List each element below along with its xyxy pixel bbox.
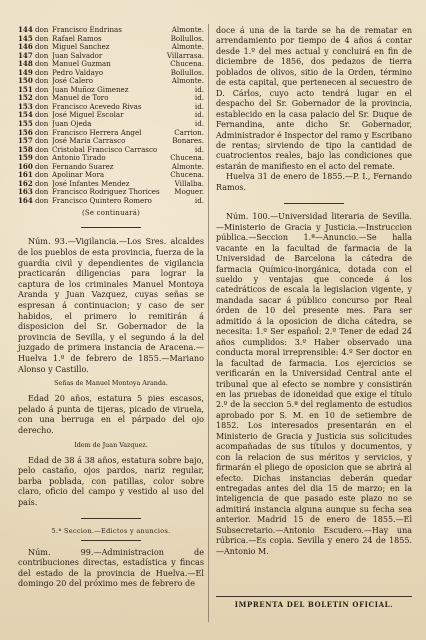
list-item-loc: Almonte. (171, 43, 204, 52)
list-item-loc: Almonte. (171, 26, 204, 34)
list-item (18, 197, 204, 206)
list-item-num: 151 (18, 84, 33, 94)
separator (81, 227, 141, 228)
list-item-loc: id. (194, 111, 204, 120)
senas-1-text: Edad 20 años, estatura 5 pies escasos, pelado á punta de tijeras, picado de viruela, con una berruga en el párpado del ojo derecho. (18, 393, 204, 435)
separator (284, 203, 344, 204)
list-item-dn: don (35, 110, 49, 120)
list-item-name: Rafael Ramos (52, 34, 102, 43)
list-item-name: Francisco Acevedo Rivas (52, 102, 142, 111)
list-item-dn: don (35, 178, 49, 188)
list-item-loc: id. (194, 120, 204, 129)
list-item-name: José Miguel Escolar (52, 111, 124, 120)
list-item-dn: don (35, 93, 49, 103)
senas-2-caption: Idem de Juan Vazquez. (74, 440, 148, 449)
list-item-dn: don (35, 187, 49, 197)
list-item-dn: don (35, 170, 49, 180)
list-item-dn: don (35, 42, 49, 52)
list-item-num: 147 (18, 50, 33, 60)
list-item-name: Antonio Tirado (52, 154, 106, 163)
list-item-dn: don (35, 127, 49, 137)
list-item-dn: don (35, 101, 49, 111)
right-column (216, 26, 412, 557)
senas-1-caption: Señas de Manuel Montoya Aranda. (54, 379, 168, 388)
list-item-dn: don (35, 144, 49, 154)
list-item-loc: Bonares. (172, 137, 204, 146)
list-item-name: Cristobal Francisco Carrasco (52, 145, 158, 154)
list-item-loc: id. (194, 94, 204, 103)
list-item-num: 159 (18, 153, 33, 163)
list-item-loc: id. (194, 85, 204, 94)
notice-93: Núm. 93.—Vigilancia.—Los Sres. alcaldes de los pueblos de esta provincia, fuerza de la guardia civil y dependientes de vigilancia practicarán diligencias para lograr la captura de los criminales Manuel Montoya Aranda y Juan Vazquez, cuyas señas se espresan á continuacion; y caso de ser habidos, el primero lo remitirán á disposicion del Sr. Gobernador de la provincia de Sevilla, y el segundo á la del juzgado de primera instancia de Aracena.—Huelva 1.º de febrero de 1855.—Mariano Alonso y Castillo. (18, 236, 204, 374)
list-item-dn: don (35, 76, 49, 86)
list-item-num: 150 (18, 76, 33, 86)
notice-99: Núm. 99.—Administracion de contribuciones directas, estadística y fincas del estado de la provincia de Huelva.—El domingo 20 del próximo mes de febrero de (18, 546, 204, 589)
list-item-name: Miguel Sanchez (52, 43, 110, 52)
list-item-loc: Villalba. (174, 179, 204, 188)
footer-rule (216, 596, 412, 597)
separator (81, 540, 141, 541)
list-item-num: 153 (18, 101, 33, 111)
list-item-name: José Infantes Mendez (52, 179, 130, 188)
separator (81, 518, 141, 519)
notice-100: Núm. 100.—Universidad literaria de Sevilla.—Ministerio de Gracia y Justicia.—Instruccion pública.—Seccion 1.ª—Anuncio.—Se halla vacante en la facultad de farmacia de la Universidad de Barcelona la cátedra de farmacia Químico-inorgánica, dotada con el sueldo y ventajas que concede á los catedráticos de escala la legislacion vigente, y mandada sacar á público concurso por Real órden de 10 del presente mes. Para ser admitido á la oposicion de dicha cátedra, se necesita: 1.º Ser español: 2.º Tener de edad 24 años cumplidos: 3.º Haber observado una conducta moral irreprensible: 4.º Ser doctor en la facultad de farmacia. Los ejercicios se verificarán en la Universidad Central ante el tribunal que al efecto se nombre y consistirán en las pruebas de idoneidad que exige el título 2.º de la seccion 5.ª del reglamento de estudios aprobado por S. M. en 10 de setiembre de 1852. Los interesados presentarán en el Ministerio de Gracia y Justicia sus solicitudes acompañadas de sus títulos y documentos, y con la relacion de sus méritos y servicios, y firmarán el pliego de oposicion que se abrirá al efecto. Dichas instancias deberán quedar entregadas antes del dia 15 de marzo; en la inteligencia de que pasado este plazo no se admitirá instancia alguna aunque su fecha sea anterior. Madrid 15 de enero de 1855.—El Subsecretario.—Antonio Escudero.—Hay una rúbrica.—Es copia. Sevilla y enero 24 de 1855.—Antonio M. (216, 212, 412, 556)
list-item-dn: don (35, 33, 49, 43)
list-item-loc: Chucena. (170, 60, 204, 69)
list-item-loc: Chucena. (170, 154, 204, 163)
list-item-name: Manuel Guzman (52, 60, 111, 69)
list-item-dn: don (35, 195, 49, 205)
list-item-loc: Villarrasa. (166, 51, 204, 60)
notice-99-date: Huelva 31 de enero de 1855.—P. I., Fernando Ramos. (216, 172, 412, 192)
list-item-name: Fernando Suarez (52, 162, 114, 171)
list-item-name: Francisco Herrera Angel (52, 128, 142, 137)
list-item-dn: don (35, 136, 49, 146)
list-item-name: Juan Ojeda (52, 120, 92, 129)
list-item-num: 160 (18, 161, 33, 171)
list-item-num: 154 (18, 110, 33, 120)
list-item-dn: don (35, 59, 49, 69)
list-item-name: Francisco Quintero Romero (52, 196, 152, 205)
name-list (18, 26, 204, 205)
list-item-name: Apolinar Mora (52, 171, 105, 180)
list-item-name: José Calero (52, 77, 93, 86)
list-item-name: Francisco Endrinas (52, 26, 122, 34)
list-item-num: 146 (18, 42, 33, 52)
list-item-num: 157 (18, 136, 33, 146)
list-item-num: 156 (18, 127, 33, 137)
list-item-num: 162 (18, 178, 33, 188)
list-item-loc: id. (194, 196, 204, 205)
senas-2-text: Edad de 38 á 38 años, estatura sobre bajo, pelo castaño, ojos pardos, nariz regular, barba poblada, con patillas, color sobre claro, oficio del campo y vestido al uso del país. (18, 454, 204, 507)
list-item-loc: Almonte. (171, 162, 204, 171)
list-item-name: Francisco Rodriguez Thorices (52, 188, 160, 197)
list-item-num: 163 (18, 187, 33, 197)
list-item-name: Juan Salvador (52, 51, 103, 60)
list-item-dn: don (35, 161, 49, 171)
list-item-name: José Maria Carrasco (52, 137, 126, 146)
list-item-dn: don (35, 67, 49, 77)
left-column (18, 26, 204, 589)
column-divider (208, 24, 209, 622)
list-item-loc: Moguer. (174, 188, 204, 197)
list-item-dn: don (35, 25, 49, 34)
list-item-loc: Carrion. (174, 128, 204, 137)
list-item-num: 144 (18, 25, 33, 34)
list-item-dn: don (35, 50, 49, 60)
list-item-dn: don (35, 153, 49, 163)
list-item-num: 161 (18, 170, 33, 180)
list-item-loc: Almonte. (171, 77, 204, 86)
list-item-num: 145 (18, 33, 33, 43)
list-item-loc: Chucena. (170, 171, 204, 180)
continued-note: (Se continuará) (81, 209, 141, 218)
list-item-num: 148 (18, 59, 33, 69)
section-heading: 5.ª Seccion.—Edictos y anuncios. (51, 526, 171, 535)
list-item-num: 158 (18, 144, 33, 154)
list-item-num: 164 (18, 195, 33, 205)
printer-imprint: IMPRENTA DEL BOLETIN OFICIAL. (234, 600, 394, 609)
list-item-num: 155 (18, 119, 33, 129)
list-item-name: Pedro Valdayo (52, 68, 104, 77)
list-item-loc: id. (194, 145, 204, 154)
notice-99-continued: doce á una de la tarde se ha de rematar en arrendamiento por tiempo de 4 años á contar desde 1.º del mes actual y concluirá en fin de diciembre de 1856, dos pedazos de tierra poblados de olivos, sitio de la Orden, término de esta capital, que pertenecen al secuestro de D. Cárlos, cuyo acto tendrá lugar en el despacho del Sr. Gobernador de la provincia, establecido en la casa palacio del Sr. Duque de Fernandina, ante dicho Sr. Gobernador, Administrador é Inspector del ramo y Escribano de rentas; sirviendo de tipo la cantidad de cuatrocientos reales, bajo las condiciones que estarán de manifiesto en el acto del remate. (216, 26, 412, 171)
list-item-num: 149 (18, 67, 33, 77)
list-item-num: 152 (18, 93, 33, 103)
list-item-dn: don (35, 119, 49, 129)
list-item-loc: Bollullos. (170, 68, 204, 77)
list-item-loc: id. (194, 102, 204, 111)
list-item-name: Juan Muñoz Gimenez (52, 85, 129, 94)
list-item-name: Manuel de Toro (52, 94, 109, 103)
list-item-dn: don (35, 84, 49, 94)
list-item-loc: Bollullos. (170, 34, 204, 43)
